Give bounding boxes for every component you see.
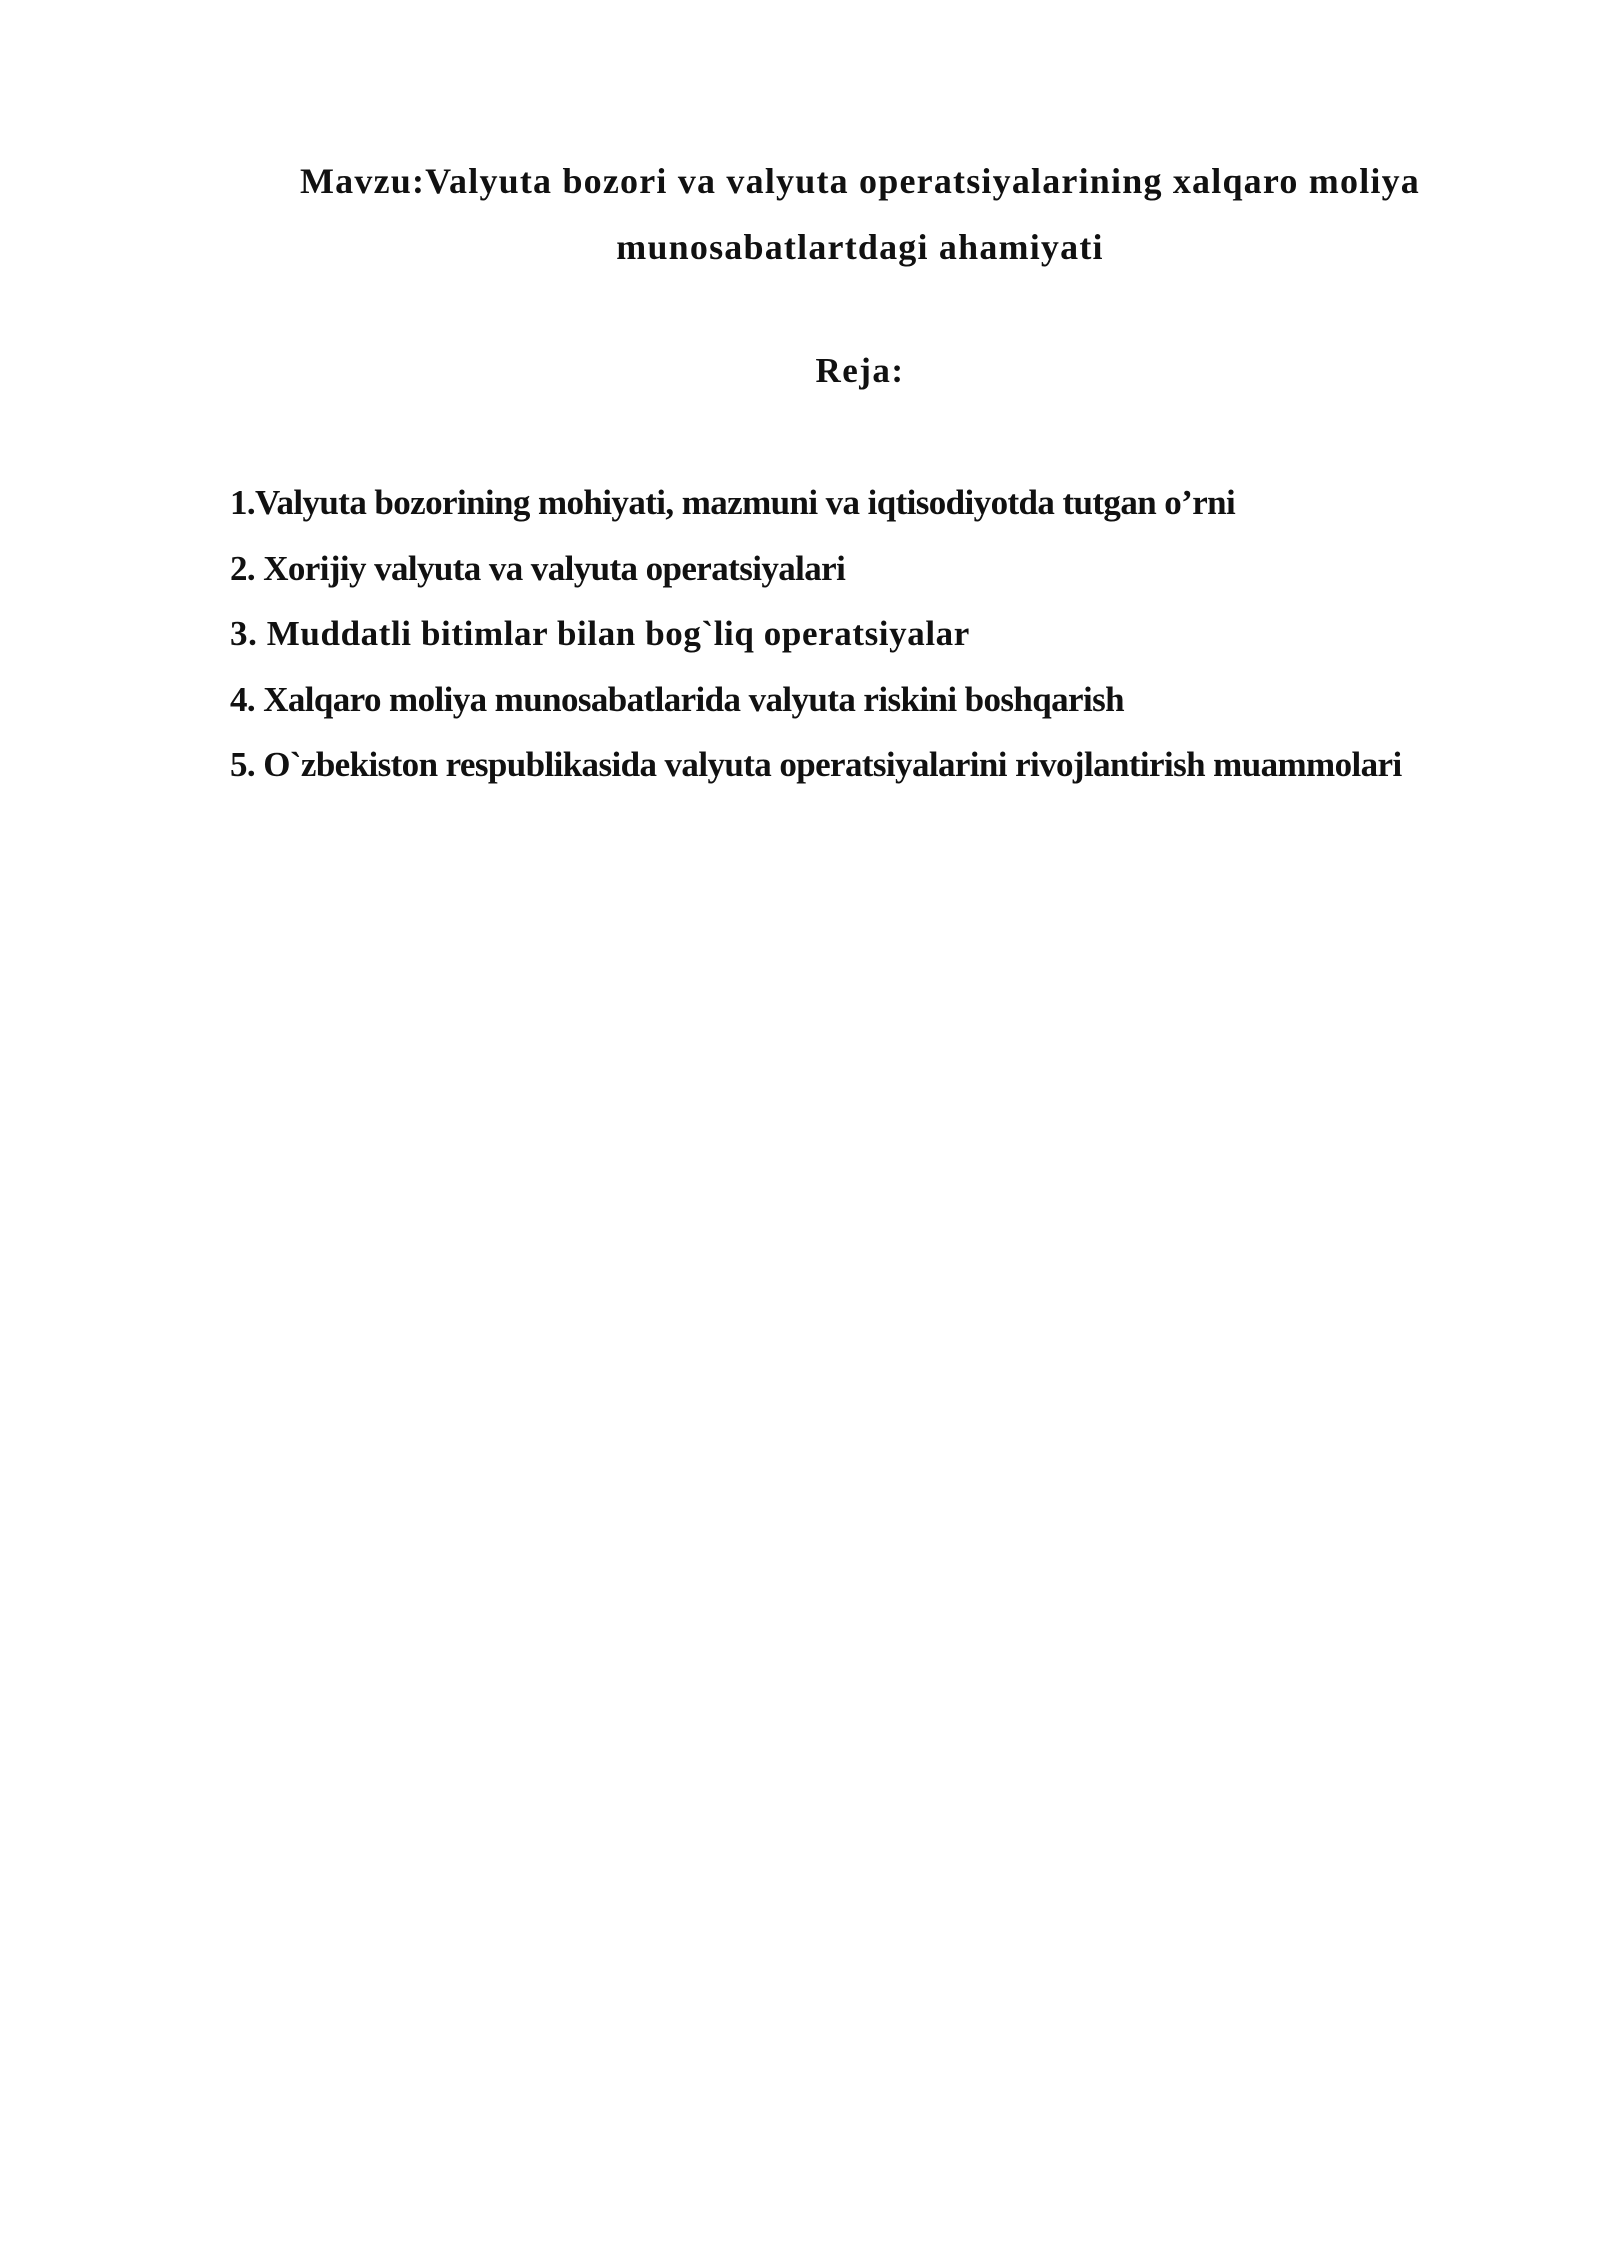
plan-item-2: 2. Xorijiy valyuta va valyuta operatsiyalari — [230, 548, 846, 588]
plan-item-5: 5. O`zbekiston respublikasida valyuta operatsiyalarini rivojlantirish muammolari — [230, 745, 1402, 784]
document-title: Mavzu:Valyuta bozori va valyuta operatsiyalarining xalqaro moliya munosabatlartdagi ahamiyati — [299, 161, 1420, 267]
plan-heading: Reja: — [815, 351, 905, 390]
plan-list — [230, 470, 1410, 798]
plan-item-4: 4. Xalqaro moliya munosabatlarida valyuta riskini boshqarish — [230, 679, 1124, 719]
plan-item-3: 3. Muddatli bitimlar bilan bog`liq operatsiyalar — [230, 614, 970, 653]
plan-item-1: 1.Valyuta bozorining mohiyati, mazmuni va iqtisodiyotda tutgan o’rni — [230, 483, 1236, 522]
